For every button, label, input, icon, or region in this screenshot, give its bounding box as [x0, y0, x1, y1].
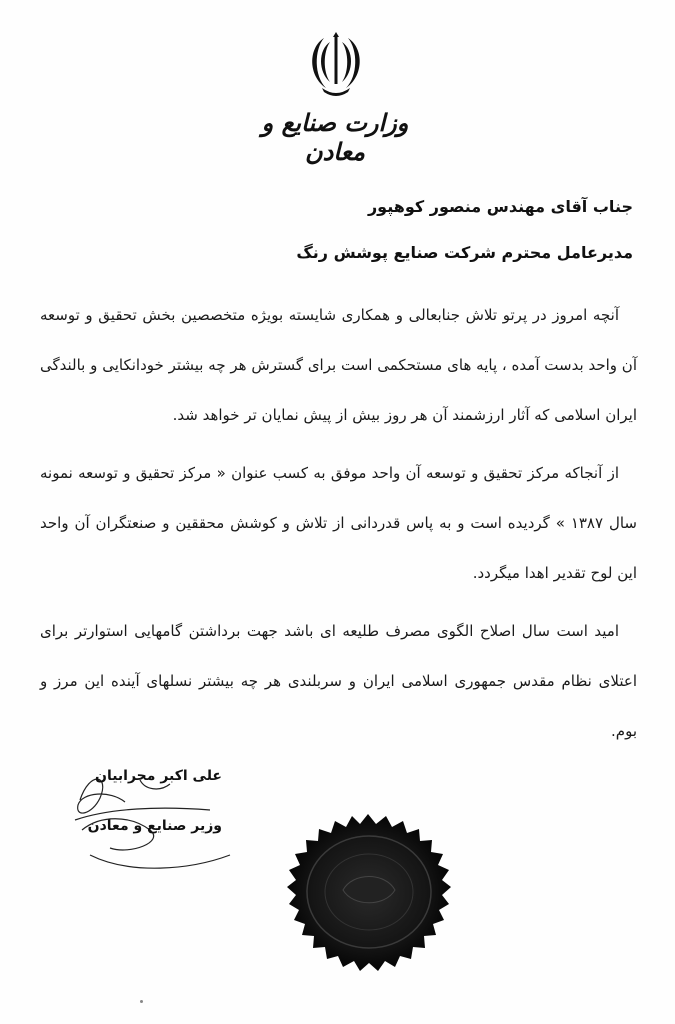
- iran-emblem-icon: [308, 32, 364, 96]
- signatory-title: وزیر صنایع و معادن: [87, 818, 222, 834]
- ministry-name: وزارت صنایع و معادن: [261, 108, 409, 166]
- signatory-name: علی اکبر محرابیان: [95, 768, 222, 784]
- paragraph: امید است سال اصلاح الگوی مصرف طلیعه ای باشد جهت برداشتن گامهایی استوارتر برای اعتلای نظام مقدس جمهوری اسلامی ایران و سربلندی هر چه بیشتر نسلهای آینده این مرز و بوم.: [40, 622, 637, 740]
- signature-block: [70, 760, 240, 880]
- addressee-title: مدیرعامل محترم شرکت صنایع پوشش رنگ: [296, 243, 633, 262]
- scan-speck: [140, 1000, 143, 1003]
- letter-body: [40, 290, 637, 764]
- paragraph: آنچه امروز در پرتو تلاش جنابعالی و همکاری شایسته بویژه متخصصین بخش تحقیق و توسعه آن واحد بدست آمده ، پایه های مستحکمی است برای گسترش هر چه بیشتر خودانکایی و بالندگی ایران اسلامی که آثار ارزشمند آن هر روز بیش از پیش نمایان تر خواهد شد.: [40, 306, 637, 424]
- paragraph: از آنجاکه مرکز تحقیق و توسعه آن واحد موفق به کسب عنوان « مرکز تحقیق و توسعه نمونه سال ۱۳۸۷ » گردیده است و به پاس قدردانی از تلاش و کوشش محققین و صنعتگران آن واحد این لوح تقدیر اهدا میگردد.: [40, 464, 637, 582]
- addressee-name: جناب آقای مهندس منصور کوهپور: [367, 197, 633, 216]
- official-seal-icon: [268, 812, 468, 992]
